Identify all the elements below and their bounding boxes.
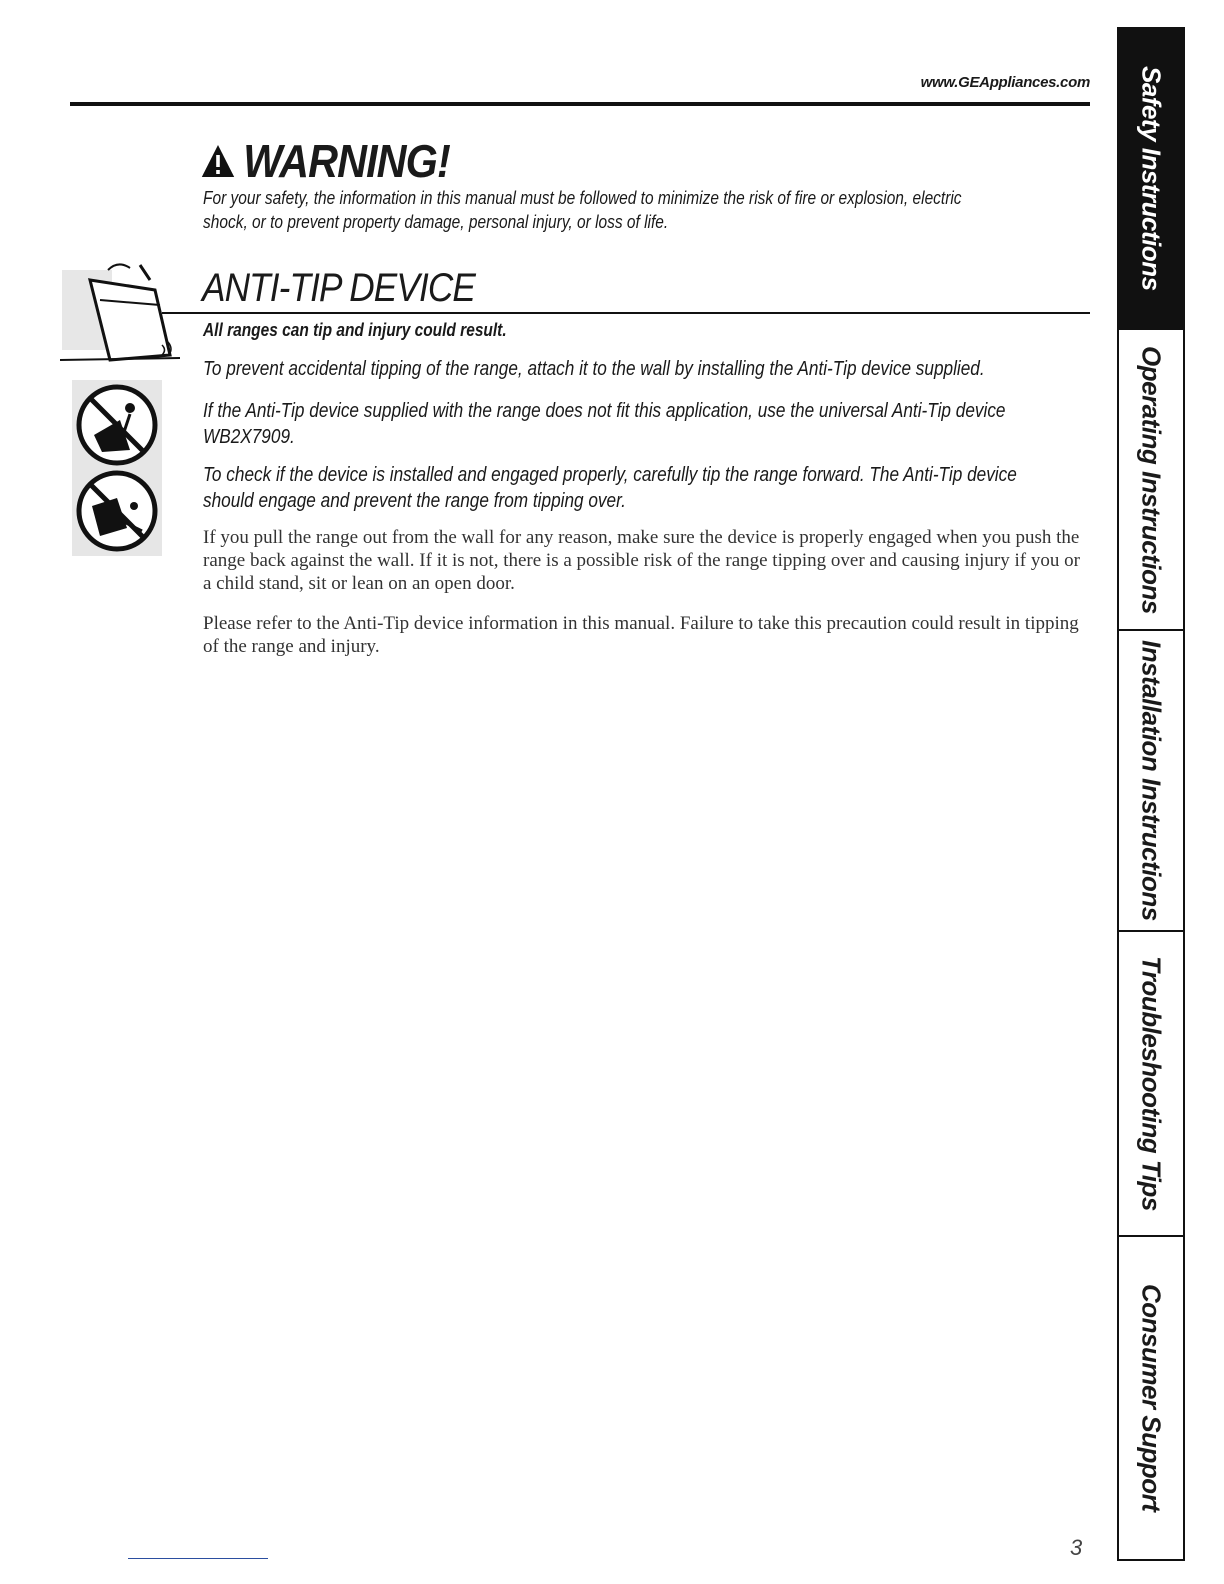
warning-title: WARNING! xyxy=(243,135,450,187)
warning-heading xyxy=(200,134,450,188)
paragraph-4: If you pull the range out from the wall for any reason, make sure the device is properly engaged when you push the range back against the wall. If it is not, there is a possible risk of the range tipping over and causing injury if you or a child stand, sit or lean on an open door. xyxy=(203,527,1080,594)
no-climbing-icon xyxy=(72,380,162,470)
paragraph-2: If the Anti-Tip device supplied with the range does not fit this application, use the universal Anti-Tip device WB2X7909. xyxy=(203,400,1006,448)
warning-body: For your safety, the information in this manual must be followed to minimize the risk of fire or explosion, electric shock, or to prevent property damage, personal injury, or loss of life. xyxy=(203,188,962,232)
paragraph-1: To prevent accidental tipping of the range, attach it to the wall by installing the Anti-Tip device supplied. xyxy=(203,358,985,380)
tab-troubleshooting-tips[interactable]: Troubleshooting Tips xyxy=(1119,932,1183,1237)
tab-safety-instructions[interactable]: Safety Instructions xyxy=(1119,29,1183,330)
header-rule xyxy=(70,102,1090,106)
section-rule xyxy=(162,312,1090,314)
footer-line xyxy=(128,1558,268,1559)
warning-triangle-icon xyxy=(200,143,236,179)
section-tabs xyxy=(1117,27,1185,1561)
tab-consumer-support[interactable]: Consumer Support xyxy=(1136,1284,1167,1512)
page-number: 3 xyxy=(1070,1535,1083,1560)
section-title: ANTI-TIP DEVICE xyxy=(202,266,475,310)
tab-operating-instructions[interactable]: Operating Instructions xyxy=(1119,330,1183,631)
section-lead: All ranges can tip and injury could result. xyxy=(203,320,507,340)
paragraph-3: To check if the device is installed and engaged properly, carefully tip the range forward. The Anti-Tip device should engage and prevent the range from tipping over. xyxy=(203,464,1017,512)
tab-installation-instructions[interactable]: Installation Instructions xyxy=(1119,631,1183,932)
paragraph-5: Please refer to the Anti-Tip device information in this manual. Failure to take this precaution could result in tipping of the range and injury. xyxy=(203,613,1079,657)
tipping-range-illustration xyxy=(60,260,180,370)
no-tipping-icon xyxy=(72,466,162,556)
website-url: www.GEAppliances.com xyxy=(920,74,1090,91)
